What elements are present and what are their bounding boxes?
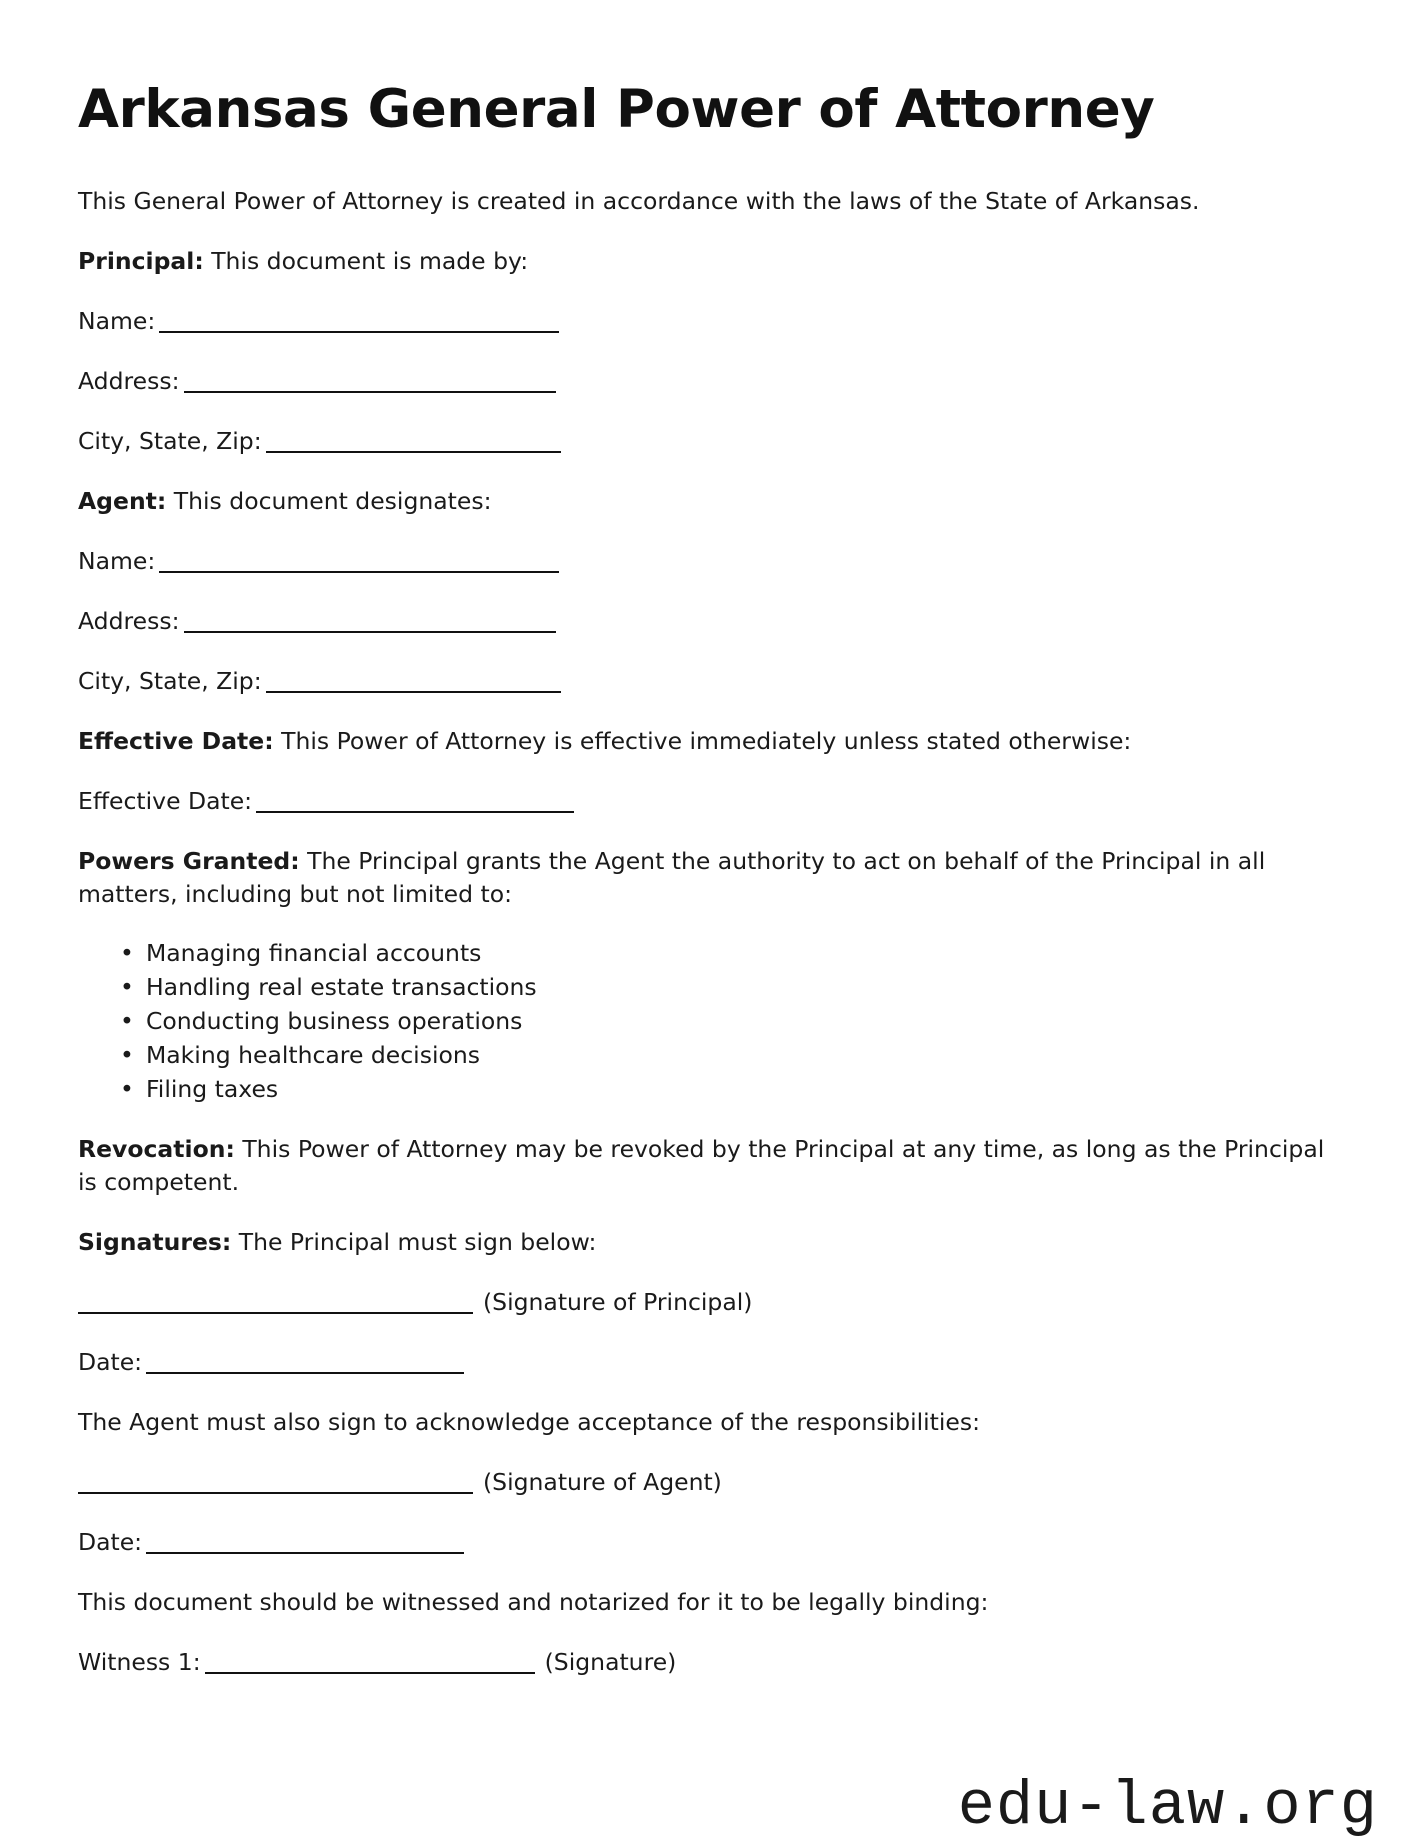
agent-address-input[interactable] <box>184 631 556 633</box>
agent-address-field <box>78 605 1338 638</box>
list-item-label: Handling real estate transactions <box>146 972 537 1001</box>
effective-date-label: Effective Date: <box>78 786 253 815</box>
principal-citystatezip-field <box>78 425 1338 458</box>
agent-signature-caption: (Signature of Agent) <box>483 1467 722 1496</box>
principal-signature-row <box>78 1286 1338 1319</box>
effective-date-heading-label: Effective Date: <box>78 726 274 755</box>
principal-citystatezip-input[interactable] <box>266 451 561 453</box>
agent-heading-label: Agent: <box>78 486 167 515</box>
principal-name-label: Name: <box>78 306 156 335</box>
list-item-label: Managing financial accounts <box>146 938 482 967</box>
principal-name-field <box>78 305 1338 338</box>
effective-date-heading-text: This Power of Attorney is effective immediately unless stated otherwise: <box>273 726 1132 755</box>
principal-heading-label: Principal: <box>78 246 204 275</box>
principal-heading <box>78 245 1338 278</box>
intro-paragraph: This General Power of Attorney is created in accordance with the laws of the State of Arkansas. <box>78 186 1200 215</box>
agent-citystatezip-field <box>78 665 1338 698</box>
agent-date-row <box>78 1526 1338 1559</box>
principal-date-row <box>78 1346 1338 1379</box>
witness1-caption: (Signature) <box>544 1647 677 1676</box>
agent-date-input[interactable] <box>146 1552 464 1554</box>
powers-list <box>78 936 1338 1106</box>
bullet-icon: • <box>120 1040 134 1069</box>
effective-date-heading <box>78 725 1338 758</box>
agent-date-label: Date: <box>78 1527 143 1556</box>
revocation-heading-text: This Power of Attorney may be revoked by the Principal at any time, as long as the Principal is competent. <box>78 1134 1325 1196</box>
list-item-label: Making healthcare decisions <box>146 1040 480 1069</box>
list-item <box>120 1038 1338 1072</box>
list-item <box>120 970 1338 1004</box>
agent-citystatezip-input[interactable] <box>266 691 561 693</box>
principal-date-input[interactable] <box>146 1372 464 1374</box>
signatures-heading <box>78 1226 1338 1259</box>
page-title: Arkansas General Power of Attorney <box>78 79 1155 140</box>
agent-signature-intro: The Agent must also sign to acknowledge acceptance of the responsibilities: <box>78 1407 981 1436</box>
effective-date-field <box>78 785 1338 818</box>
list-item <box>120 936 1338 970</box>
signatures-heading-text: The Principal must sign below: <box>231 1227 597 1256</box>
witness1-row <box>78 1646 1338 1679</box>
revocation-heading-label: Revocation: <box>78 1134 235 1163</box>
powers-granted-heading-text: The Principal grants the Agent the authority to act on behalf of the Principal in all matters, including but not limited to: <box>78 846 1266 908</box>
list-item-label: Filing taxes <box>146 1074 279 1103</box>
agent-signature-input[interactable] <box>78 1492 473 1494</box>
list-item-label: Conducting business operations <box>146 1006 523 1035</box>
principal-signature-input[interactable] <box>78 1312 473 1314</box>
bullet-icon: • <box>120 1006 134 1035</box>
principal-citystatezip-label: City, State, Zip: <box>78 426 262 455</box>
witness1-label: Witness 1: <box>78 1647 201 1676</box>
powers-granted-heading <box>78 845 1338 911</box>
agent-name-field <box>78 545 1338 578</box>
revocation-paragraph <box>78 1133 1338 1199</box>
bullet-icon: • <box>120 972 134 1001</box>
powers-granted-heading-label: Powers Granted: <box>78 846 300 875</box>
principal-heading-text: This document is made by: <box>203 246 529 275</box>
principal-address-field <box>78 365 1338 398</box>
bullet-icon: • <box>120 938 134 967</box>
agent-citystatezip-label: City, State, Zip: <box>78 666 262 695</box>
agent-heading-text: This document designates: <box>166 486 492 515</box>
principal-address-input[interactable] <box>184 391 556 393</box>
witness-notice: This document should be witnessed and notarized for it to be legally binding: <box>78 1587 989 1616</box>
agent-address-label: Address: <box>78 606 180 635</box>
effective-date-input[interactable] <box>256 811 574 813</box>
site-watermark: edu-law.org <box>957 1771 1378 1842</box>
agent-name-input[interactable] <box>159 571 559 573</box>
principal-signature-caption: (Signature of Principal) <box>483 1287 753 1316</box>
agent-heading <box>78 485 1338 518</box>
signatures-heading-label: Signatures: <box>78 1227 232 1256</box>
principal-date-label: Date: <box>78 1347 143 1376</box>
agent-name-label: Name: <box>78 546 156 575</box>
list-item <box>120 1072 1338 1106</box>
agent-signature-row <box>78 1466 1338 1499</box>
witness1-input[interactable] <box>205 1672 535 1674</box>
principal-address-label: Address: <box>78 366 180 395</box>
principal-name-input[interactable] <box>159 331 559 333</box>
bullet-icon: • <box>120 1074 134 1103</box>
list-item <box>120 1004 1338 1038</box>
